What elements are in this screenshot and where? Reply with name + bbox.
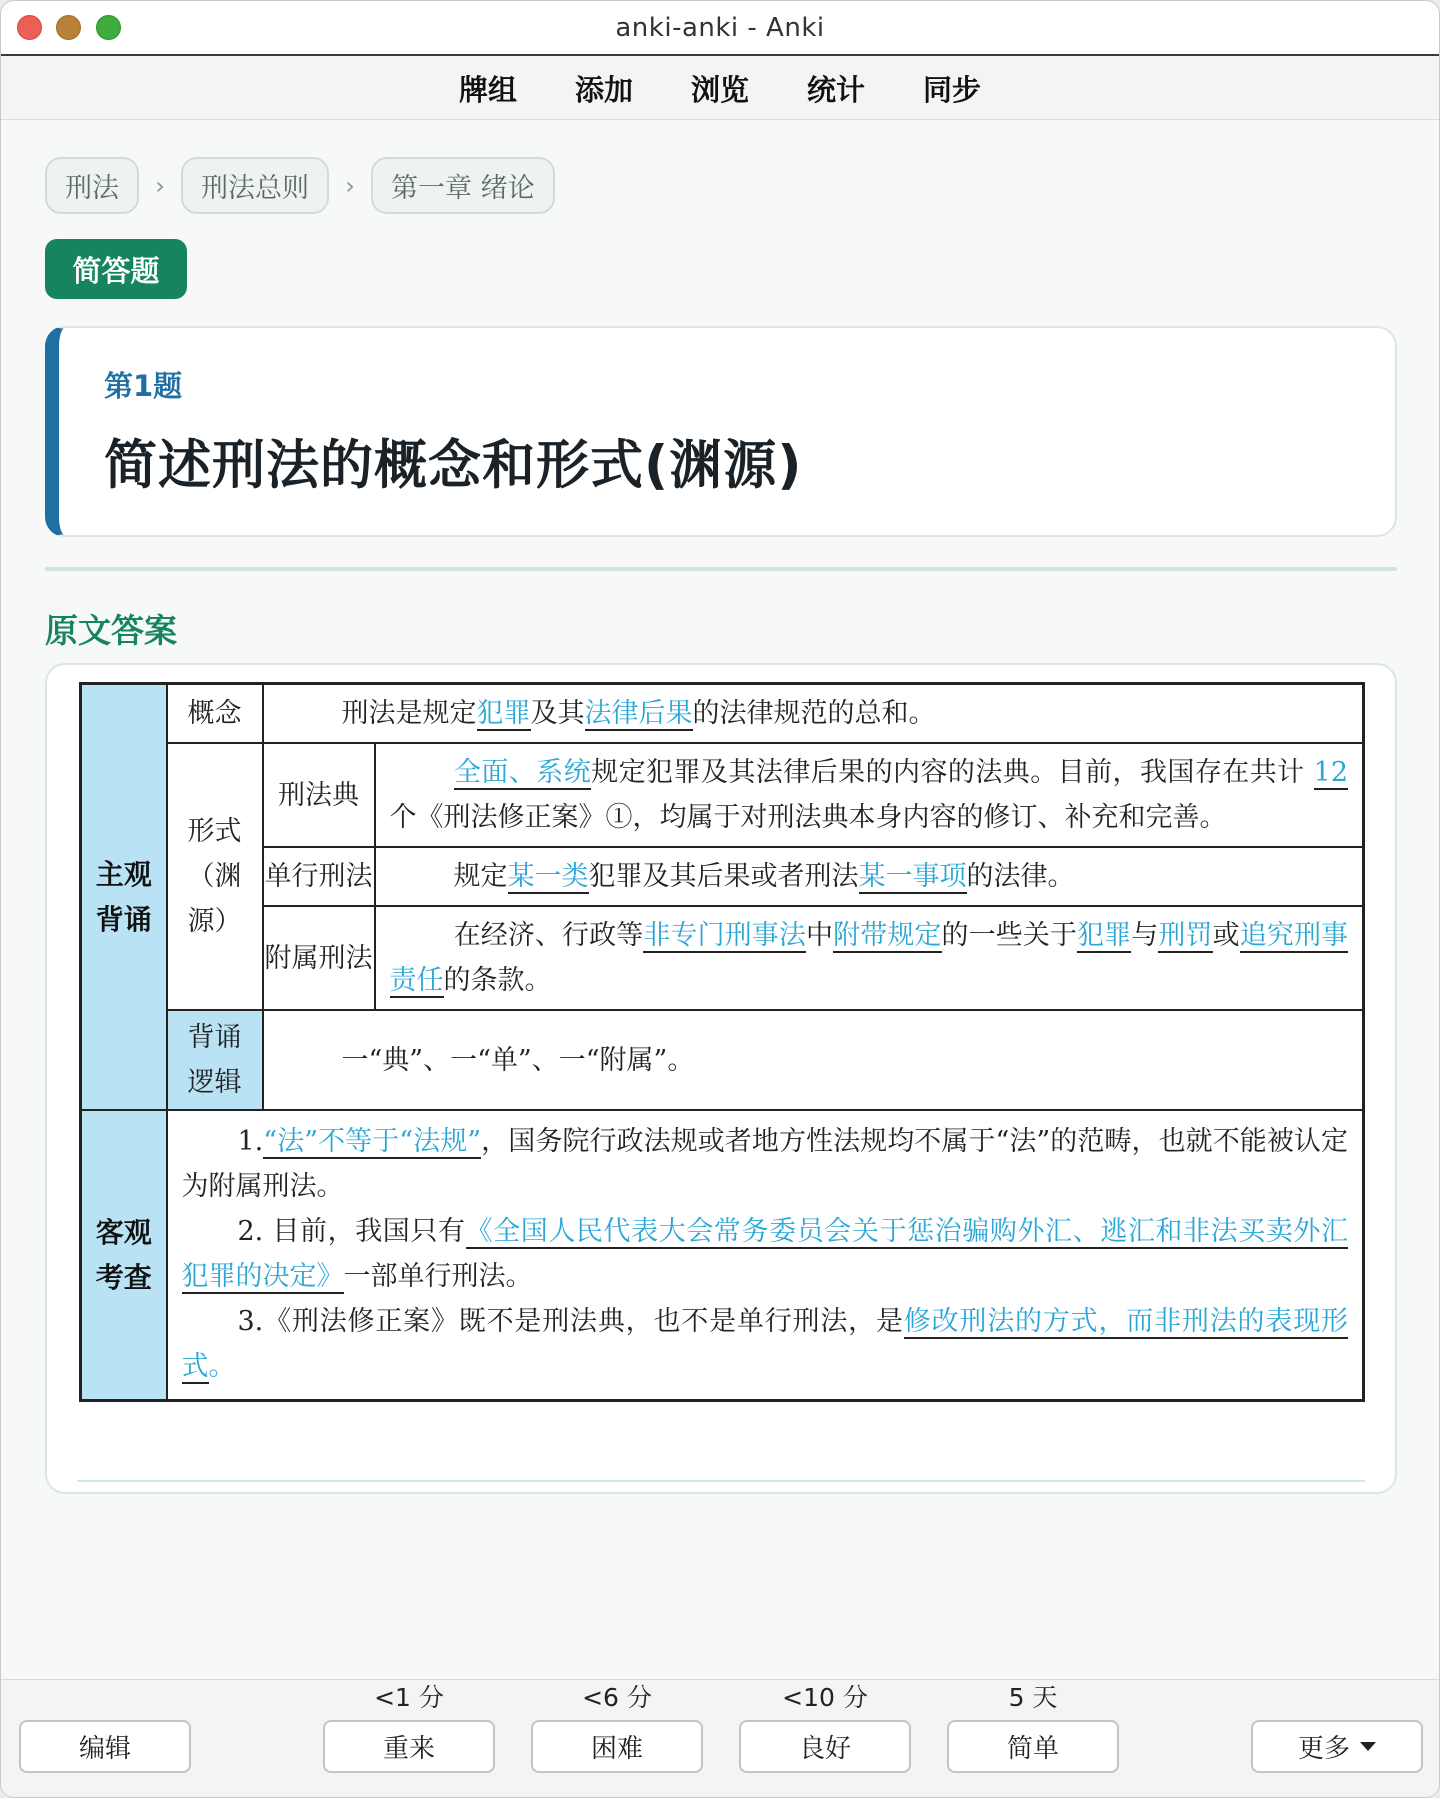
- section-divider: [45, 567, 1397, 571]
- text-run: 规定: [453, 861, 508, 892]
- text-run: 的条款。: [443, 965, 552, 996]
- breadcrumb-item: 第一章 绪论: [371, 157, 555, 214]
- text-run: 1.: [237, 1126, 264, 1157]
- breadcrumb-item: 刑法总则: [181, 157, 329, 214]
- code-label: 刑法典: [263, 743, 375, 847]
- objective-item: [182, 1119, 1349, 1209]
- attached-law-text: [375, 906, 1364, 1010]
- side-label-objective: [81, 1110, 167, 1401]
- text-run: 的一些关于: [941, 920, 1078, 951]
- text-run: 。: [208, 1351, 236, 1382]
- question-card: [45, 326, 1397, 537]
- interval-easy: 5 天: [1008, 1683, 1058, 1712]
- main-toolbar: [1, 57, 1439, 120]
- highlight-run: 刑罚: [1158, 920, 1213, 951]
- interval-good: <10 分: [782, 1683, 868, 1712]
- highlight-run: 某一事项: [858, 861, 967, 892]
- toolbar-sync[interactable]: 同步: [923, 72, 982, 107]
- text-run: 一“典”、一“单”、一“附属”。: [341, 1044, 695, 1076]
- question-title: 简述刑法的概念和形式(渊源): [104, 435, 803, 496]
- single-law-text: [375, 847, 1364, 906]
- highlight-run: 附带规定: [833, 920, 942, 951]
- window-title: anki-anki - Anki: [615, 13, 825, 43]
- attached-law-label: 附属刑法: [263, 906, 375, 1010]
- caret-down-icon: [1360, 1742, 1376, 1751]
- text-run: 在经济、行政等: [453, 920, 644, 951]
- question-number: 第1题: [104, 369, 183, 403]
- text-run: 刑法是规定: [341, 698, 477, 729]
- text-run: 的法律规范的总和。: [692, 698, 936, 729]
- highlight-run: 12: [1313, 757, 1349, 788]
- logic-label: [167, 1010, 263, 1110]
- more-label: 更多: [1297, 1734, 1350, 1764]
- breadcrumb-item: 刑法: [45, 157, 139, 214]
- objective-item: [182, 1209, 1349, 1299]
- toolbar-decks[interactable]: 牌组: [458, 72, 517, 107]
- question-type-badge: 简答题: [45, 239, 187, 299]
- highlight-run: 全面、系统: [453, 757, 592, 788]
- interval-hard: <6 分: [582, 1683, 652, 1712]
- form-label-text: 形式 （渊源）: [187, 816, 242, 937]
- again-button[interactable]: 重来: [323, 1720, 495, 1773]
- side-label-text: 主观 背诵: [95, 858, 152, 936]
- answer-section-title: 原文答案: [45, 611, 177, 650]
- highlight-run: 法律后果: [584, 698, 693, 729]
- title-bar: [1, 1, 1439, 56]
- text-run: 的法律。: [966, 861, 1075, 892]
- review-bottom-bar: [1, 1679, 1439, 1797]
- text-run: 与: [1131, 920, 1159, 951]
- text-run: 一部单行刑法。: [343, 1261, 533, 1292]
- breadcrumb-separator: ›: [155, 171, 165, 200]
- side-label-text: 客观 考查: [95, 1216, 152, 1294]
- interval-again: <1 分: [374, 1683, 444, 1712]
- text-run: 3.《刑法修正案》既不是刑法典，也不是单行刑法，是: [237, 1306, 904, 1337]
- text-run: 个《刑法修正案》①，均属于对刑法典本身内容的修订、补充和完善。: [389, 802, 1227, 833]
- toolbar-add[interactable]: 添加: [574, 72, 633, 107]
- concept-text: [263, 684, 1364, 744]
- answer-card: [45, 663, 1397, 1494]
- card-bottom-line: [77, 1480, 1365, 1482]
- hard-button[interactable]: 困难: [531, 1720, 703, 1773]
- breadcrumb: [45, 157, 555, 214]
- more-button[interactable]: [1251, 1720, 1423, 1773]
- highlight-run: 非专门刑事法: [643, 920, 806, 951]
- good-button[interactable]: 良好: [739, 1720, 911, 1773]
- edit-button[interactable]: 编辑: [19, 1720, 191, 1773]
- highlight-run: 某一类: [507, 861, 589, 892]
- answer-table: [79, 682, 1365, 1402]
- highlight-run: 犯罪: [476, 698, 531, 729]
- form-label: [167, 743, 263, 1010]
- objective-item: [182, 1299, 1349, 1389]
- highlight-run: 《全国人民代表大会常务委员会关于惩治骗购外汇、逃汇和非法买卖外汇犯罪的决定》: [181, 1216, 1348, 1292]
- text-run: 2. 目前，我国只有: [237, 1216, 466, 1247]
- highlight-run: 追究刑事责任: [389, 920, 1349, 996]
- side-label-subjective: [81, 684, 167, 1111]
- text-run: ，国务院行政法规或者地方性法规均不属于“法”的范畴，也就不能被认定为附属刑法。: [181, 1126, 1348, 1202]
- toolbar-browse[interactable]: 浏览: [690, 72, 749, 107]
- text-run: 规定犯罪及其法律后果的内容的法典。目前，我国存在共计: [591, 757, 1305, 788]
- text-run: 及其: [530, 698, 585, 729]
- single-law-label: 单行刑法: [263, 847, 375, 906]
- text-run: 或: [1212, 920, 1240, 951]
- text-run: 犯罪及其后果或者刑法: [588, 861, 859, 892]
- highlight-run: 犯罪: [1077, 920, 1132, 951]
- logic-label-text: 背诵 逻辑: [187, 1022, 242, 1098]
- toolbar-stats[interactable]: 统计: [807, 72, 866, 107]
- easy-button[interactable]: 简单: [947, 1720, 1119, 1773]
- highlight-run: 修改刑法的方式，而非刑法的表现形式: [181, 1306, 1349, 1382]
- code-text: [375, 743, 1364, 847]
- concept-label: 概念: [167, 684, 263, 744]
- logic-text: [263, 1010, 1364, 1110]
- breadcrumb-separator: ›: [345, 171, 355, 200]
- highlight-run: “法”不等于“法规”: [263, 1126, 482, 1157]
- objective-text: [167, 1110, 1364, 1401]
- text-run: 中: [806, 920, 834, 951]
